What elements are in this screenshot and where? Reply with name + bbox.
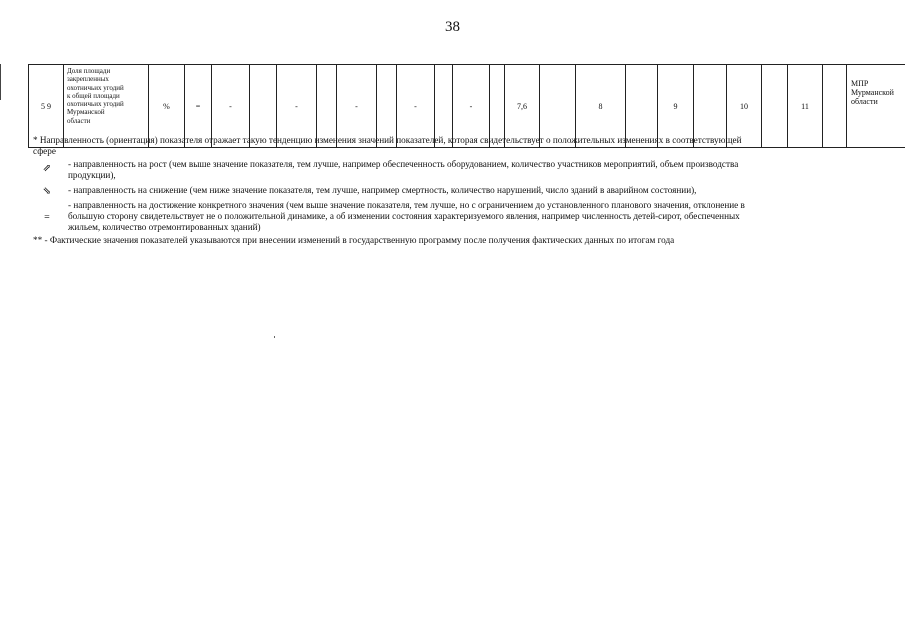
growth-note [33,159,878,181]
value-cell: - [277,65,317,148]
value-cell: 10 [727,65,762,148]
footnotes [33,135,878,246]
indicator-name-line: области [67,116,91,125]
indicator-name-line: охотничьих угодий [67,83,124,92]
indicator-name-line: охотничьих угодий [67,100,124,109]
value-cell: 9 [658,65,694,148]
row-number-cell: 5 9 [29,65,64,148]
responsible-line: Мурманской [851,88,894,97]
indicator-name-line: Доля площади [67,67,111,75]
value-cell: - [337,65,377,148]
target-note-line: большую сторону свидетельствует не о положительной динамике, а об изменении состояния характеризуемого явления, например численность детей-сирот, обеспеченных [68,211,740,221]
direction-intro-line: сфере [33,146,56,156]
decline-note [33,185,878,196]
value-cell: - [453,65,490,148]
target-note-line: - направленность на достижение конкретного значения (чем выше значение показателя, тем лучше, но с ограничением до установленного планового значения, отклонение в [68,200,745,210]
value-cell: 7,6 [505,65,540,148]
target-note-line: жильем, количество отремонтированных зданий) [68,222,261,232]
arrow-up-right-icon: ⇗ [42,163,52,174]
growth-note-line: - направленность на рост (чем выше значение показателя, тем лучше, например обеспеченность оборудованием, количество участников мероприятий, объем производства [68,159,739,169]
decline-note-line: - направленность на снижение (чем ниже значение показателя, тем лучше, например смертность, количество нарушений, число зданий в аварийном состоянии), [68,185,697,195]
indicator-name-line: к общей площади [67,91,120,100]
page-number: 38 [445,19,460,35]
direction-intro-line: * Направленность (ориентация) показателя отражает такую тенденцию изменения значений показателей, которая свидетельствует о положительных изменениях в соответствующей [33,135,742,145]
margin-binding-mark [0,64,1,100]
value-cell: - [212,65,250,148]
responsible-line: области [851,97,878,106]
indicator-name-line: Мурманской [67,108,105,117]
target-note [33,200,878,233]
direction-cell: = [185,65,212,148]
value-cell: 8 [576,65,626,148]
scan-speck [274,336,275,338]
arrow-down-right-icon: ⇘ [42,186,52,197]
indicator-name-line: закрепленных [67,75,109,84]
responsible-line: МПР [851,79,869,88]
value-cell: - [397,65,435,148]
unit-cell: % [149,65,185,148]
value-cell: 11 [788,65,823,148]
growth-note-line: продукции), [68,170,116,180]
equals-icon: = [44,212,50,223]
actual-values-note: ** - Фактические значения показателей указываются при внесении изменений в государственную программу после получения фактических данных по итогам года [33,235,675,245]
